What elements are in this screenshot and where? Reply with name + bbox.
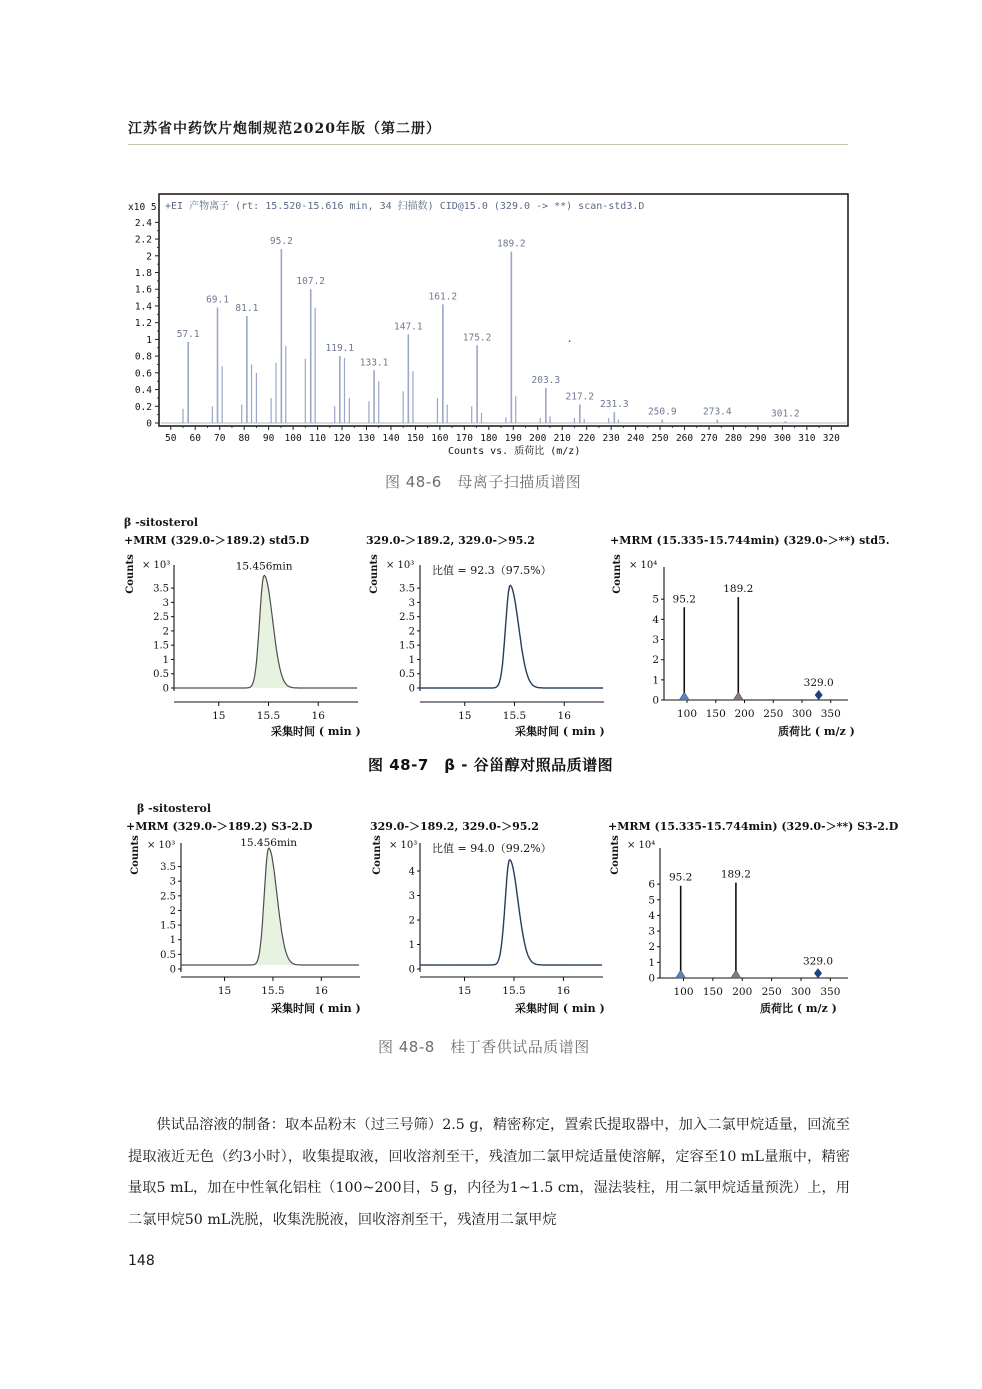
x-tick-label: 280	[724, 433, 743, 444]
peak-label: 189.2	[497, 238, 526, 250]
y-tick-label: 0.5	[153, 669, 169, 681]
y-tick-label: 2.5	[399, 612, 415, 624]
y-tick-label: 0	[162, 683, 169, 695]
x-tick-label: 350	[820, 986, 841, 998]
peak-label: 217.2	[565, 391, 595, 403]
counts-multiplier: × 10³	[386, 560, 415, 571]
peak-label: 273.4	[703, 406, 732, 418]
panel-2-title: 329.0-＞189.2, 329.0-＞95.2	[366, 534, 535, 547]
precursor-marker	[815, 690, 823, 700]
counts-multiplier: × 10³	[147, 840, 176, 851]
precursor-label: 329.0	[803, 955, 834, 968]
counts-multiplier: × 10³	[389, 840, 418, 851]
x-tick-label: 250	[763, 708, 784, 720]
y-tick-label: 2.2	[134, 234, 152, 246]
y-tick-label: 0	[146, 418, 152, 430]
mz-axis-label: 质荷比 ( m/z )	[760, 1002, 837, 1015]
y-tick-label: 3	[408, 597, 415, 609]
x-tick-label: 180	[480, 433, 498, 444]
y-tick-label: 0.5	[160, 949, 176, 961]
x-tick-label: 100	[284, 433, 302, 444]
page-number: 148	[128, 1253, 155, 1269]
y-tick-label: 2.5	[153, 612, 169, 624]
peak-label: 231.3	[600, 399, 629, 411]
fig48-7-compound: β -sitosterol	[124, 516, 199, 529]
y-tick-label: 1.8	[134, 268, 152, 280]
y-tick-label: 0	[648, 972, 655, 985]
x-tick-label: 270	[700, 433, 718, 444]
peak-label: 95.2	[269, 236, 293, 248]
x-tick-label: 15.5	[261, 985, 285, 997]
x-tick-label: 150	[702, 986, 723, 998]
y-tick-label: 1.5	[399, 640, 415, 652]
counts-axis-label: Counts	[369, 554, 380, 594]
y-tick-label: 3	[648, 925, 655, 938]
x-tick-label: 90	[262, 433, 275, 444]
x-tick-label: 130	[357, 433, 376, 444]
x-tick-label: 250	[651, 433, 669, 444]
y-tick-label: 0	[169, 964, 176, 976]
peak-rt-label: 15.456min	[235, 560, 293, 573]
y-tick-label: 5	[652, 593, 659, 606]
x-tick-label: 300	[791, 708, 813, 720]
y-tick-label: 0	[652, 694, 659, 707]
counts-multiplier: × 10⁴	[627, 840, 656, 851]
y-tick-label: 2	[162, 626, 169, 638]
y-tick-label: 0.8	[134, 351, 152, 363]
peak-label: 133.1	[359, 357, 389, 369]
x-tick-label: 300	[773, 433, 791, 444]
y-tick-label: 5	[648, 894, 655, 907]
peak-label: 107.2	[296, 276, 326, 288]
x-tick-label: 220	[578, 433, 596, 444]
counts-axis-label: Counts	[372, 835, 383, 875]
y-tick-label: 2.5	[160, 891, 176, 903]
y-tick-label: 3	[169, 876, 176, 888]
x-tick-label: 310	[798, 433, 816, 444]
x-tick-label: 250	[761, 986, 782, 998]
x-tick-label: 290	[749, 433, 767, 444]
counts-axis-label: Counts	[125, 554, 136, 594]
y-tick-label: 1.4	[134, 301, 152, 313]
precursor-marker	[814, 968, 822, 978]
x-tick-label: 160	[431, 433, 449, 444]
mrm-bar-marker	[731, 970, 741, 978]
fig48-7-caption: 图 48-7 β - 谷甾醇对照品质谱图	[368, 756, 614, 774]
ratio-annotation: 比值 = 92.3（97.5%）	[432, 564, 552, 577]
y-tick-label: 6	[648, 878, 655, 891]
x-tick-label: 150	[406, 433, 425, 444]
y-tick-label: 4	[408, 866, 415, 878]
panel-3-title: +MRM (15.335-15.744min) (329.0-＞**) std5.	[610, 534, 890, 547]
x-tick-label: 16	[557, 710, 571, 722]
peak-area	[181, 848, 360, 965]
peak-label: 69.1	[206, 294, 229, 306]
x-tick-label: 200	[529, 433, 547, 444]
y-exponent: x10 5	[128, 202, 157, 213]
noise-dot	[569, 340, 571, 342]
y-tick-label: 2	[169, 905, 176, 917]
y-tick-label: 1	[648, 956, 655, 969]
chromatogram-trace	[420, 860, 602, 965]
y-tick-label: 3	[408, 891, 415, 903]
x-tick-label: 230	[602, 433, 620, 444]
running-header: 江苏省中药饮片炮制规范2020年版（第二册）	[128, 121, 441, 137]
y-tick-label: 1	[652, 674, 659, 687]
x-tick-label: 240	[627, 433, 645, 444]
time-axis-label: 采集时间 ( min )	[515, 725, 605, 738]
counts-axis-label: Counts	[612, 554, 623, 594]
y-tick-label: 2	[146, 251, 152, 263]
mrm-bar-label: 95.2	[668, 871, 693, 884]
chromatogram-trace-2	[420, 860, 602, 965]
y-tick-label: 1	[169, 935, 176, 947]
y-tick-label: 1.5	[160, 920, 176, 932]
peak-label: 250.9	[647, 406, 677, 418]
x-tick-label: 80	[238, 433, 250, 444]
x-tick-label: 60	[189, 433, 201, 444]
y-tick-label: 2.4	[134, 217, 152, 229]
y-tick-label: 4	[652, 613, 659, 626]
mrm-bar-marker	[679, 692, 689, 700]
precursor-label: 329.0	[803, 676, 834, 689]
panel-3-title: +MRM (15.335-15.744min) (329.0-＞**) S3-2.D	[608, 820, 899, 833]
x-tick-label: 15	[458, 710, 472, 722]
y-tick-label: 3.5	[399, 583, 415, 595]
y-tick-label: 1.6	[134, 284, 152, 296]
y-tick-label: 1.5	[153, 640, 169, 652]
x-tick-label: 16	[314, 985, 328, 997]
y-tick-label: 0.4	[134, 385, 152, 397]
y-tick-label: 0	[408, 683, 415, 695]
x-tick-label: 120	[333, 433, 351, 444]
x-tick-label: 16	[556, 985, 571, 997]
mrm-bar-label: 189.2	[723, 583, 754, 596]
peak-area	[174, 575, 358, 688]
y-tick-label: 1	[408, 940, 415, 952]
x-tick-label: 50	[165, 433, 177, 444]
plot-frame	[159, 194, 848, 426]
x-tick-label: 140	[382, 433, 400, 444]
x-tick-label: 320	[822, 433, 840, 444]
x-tick-label: 15	[212, 710, 226, 722]
x-tick-label: 110	[308, 433, 327, 444]
y-tick-label: 2	[652, 654, 659, 667]
panel-2-title: 329.0-＞189.2, 329.0-＞95.2	[370, 820, 539, 833]
fig48-7-panels	[0, 530, 982, 752]
x-tick-label: 100	[673, 986, 694, 998]
y-tick-label: 2	[408, 915, 415, 927]
fig48-6-caption: 图 48-6 母离子扫描质谱图	[385, 473, 582, 491]
x-tick-label: 260	[675, 433, 694, 444]
y-tick-label: 4	[648, 909, 655, 922]
y-tick-label: 0.2	[134, 401, 152, 413]
peak-label: 203.3	[531, 374, 561, 386]
y-tick-label: 1	[408, 654, 415, 666]
x-tick-label: 70	[213, 433, 226, 444]
counts-multiplier: × 10⁴	[629, 560, 658, 571]
body-paragraph	[128, 1110, 850, 1236]
x-tick-label: 15.5	[502, 985, 526, 997]
y-tick-label: 1	[162, 654, 169, 666]
time-axis-label: 采集时间 ( min )	[271, 1002, 361, 1015]
ratio-annotation: 比值 = 94.0（99.2%）	[432, 842, 552, 855]
x-tick-label: 15.5	[256, 710, 281, 722]
fig48-8-caption: 图 48-8 桂丁香供试品质谱图	[378, 1038, 590, 1056]
y-tick-label: 3.5	[153, 583, 169, 595]
x-tick-label: 210	[553, 433, 571, 444]
x-tick-label: 150	[705, 708, 726, 720]
x-tick-label: 350	[820, 708, 841, 720]
mrm-bar-marker	[733, 692, 743, 700]
y-tick-label: 1	[146, 334, 152, 346]
peak-label: 57.1	[176, 328, 200, 340]
panel-1-title: +MRM (329.0-＞189.2) S3-2.D	[126, 820, 313, 833]
x-tick-label: 16	[311, 710, 325, 722]
header-rule	[128, 144, 848, 145]
mrm-bar-marker	[676, 970, 686, 978]
time-axis-label: 采集时间 ( min )	[271, 725, 361, 738]
x-tick-label: 15	[217, 985, 232, 997]
chromatogram-trace	[420, 585, 603, 688]
y-tick-label: 0.5	[399, 669, 415, 681]
x-tick-label: 300	[790, 986, 812, 998]
peak-label: 161.2	[428, 291, 458, 303]
peak-rt-label: 15.456min	[240, 836, 298, 849]
fig48-8-compound: β -sitosterol	[137, 802, 212, 815]
mz-axis-label: 质荷比 ( m/z )	[778, 725, 855, 738]
x-tick-label: 190	[504, 433, 522, 444]
peak-label: 147.1	[394, 321, 423, 333]
counts-multiplier: × 10³	[142, 560, 171, 571]
fig48-8-panels	[0, 815, 982, 1020]
chromatogram-trace-2	[420, 585, 603, 688]
y-tick-label: 1.2	[134, 318, 152, 330]
y-tick-label: 2	[408, 626, 415, 638]
x-tick-label: 15	[457, 985, 472, 997]
x-tick-label: 15.5	[502, 710, 527, 722]
y-tick-label: 0.6	[134, 368, 152, 380]
counts-axis-label: Counts	[130, 835, 141, 875]
mrm-bar-label: 95.2	[672, 593, 696, 606]
peak-label: 301.2	[771, 408, 800, 420]
scan-title: +EI 产物离子 (rt: 15.520-15.616 min, 34 扫描数) CID@15.0 (329.0 -> **) scan-std3.D	[165, 201, 645, 212]
body-text: 供试品溶液的制备：取本品粉末（过三号筛）2.5 g，精密称定，置索氏提取器中，加入二氯甲烷适量，回流至提取液近无色（约3小时），收集提取液，回收溶剂至干，残渣加二氯甲烷适量使溶解，定容至10 mL量瓶中，精密量取5 mL，加在中性氧化铝柱（100~200目，5 g，内径为1~1.5 cm，湿法装柱，用二氯甲烷适量预洗）上，用二氯甲烷50 mL洗脱，收集洗脱液，回收溶剂至干，残渣用二氯甲烷	[128, 1117, 850, 1228]
x-tick-label: 200	[732, 986, 753, 998]
y-tick-label: 3	[162, 597, 169, 609]
y-tick-label: 3	[652, 634, 659, 647]
y-tick-label: 2	[648, 941, 655, 954]
peak-label: 119.1	[325, 343, 355, 355]
peak-label: 175.2	[462, 332, 492, 344]
y-tick-label: 3.5	[160, 862, 176, 874]
x-axis-label: Counts vs. 质荷比 (m/z)	[448, 446, 581, 457]
mrm-bar-label: 189.2	[720, 868, 751, 881]
x-tick-label: 200	[734, 708, 755, 720]
time-axis-label: 采集时间 ( min )	[515, 1002, 605, 1015]
x-tick-label: 100	[676, 708, 698, 720]
y-tick-label: 0	[408, 964, 415, 976]
x-tick-label: 170	[455, 433, 473, 444]
panel-1-title: +MRM (329.0-＞189.2) std5.D	[124, 534, 310, 547]
counts-axis-label: Counts	[610, 835, 621, 875]
peak-label: 81.1	[235, 302, 259, 314]
